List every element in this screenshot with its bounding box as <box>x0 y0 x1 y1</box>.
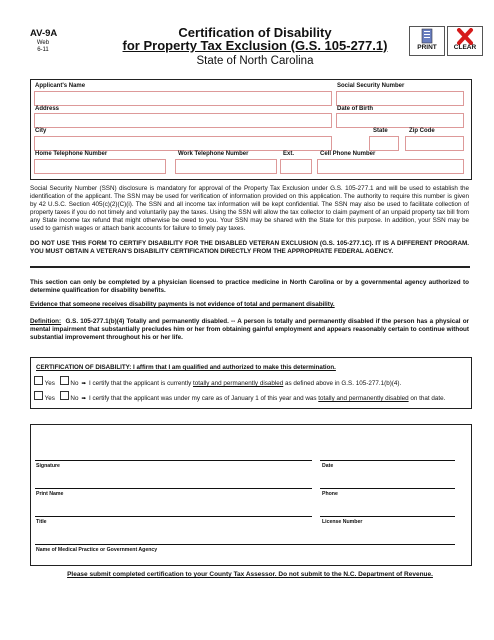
ext-field[interactable] <box>280 159 312 174</box>
form-state: State of North Carolina <box>196 55 314 67</box>
definition-paragraph <box>30 318 469 342</box>
phone-label: Phone <box>322 491 338 497</box>
no-label-1: No <box>70 380 79 387</box>
yes-label-1: Yes <box>44 380 55 387</box>
title-label: Title <box>36 519 47 525</box>
yes-checkbox-2[interactable] <box>34 391 43 400</box>
no-checkbox-1[interactable] <box>60 376 69 385</box>
ssn-label: Social Security Number <box>337 83 405 89</box>
arrow-right-icon: ➠ <box>81 381 87 387</box>
certification-heading: CERTIFICATION OF DISABILITY: I affirm that I am qualified and authorized to make this determination. <box>36 364 336 371</box>
date-label: Date <box>322 463 334 469</box>
title-line[interactable] <box>35 516 312 517</box>
dob-field[interactable] <box>336 113 464 128</box>
definition-text: G.S. 105-277.1(b)(4) Totally and permanently disabled. -- A person is totally and permanently disabled if the person has a physical or mental impairment that substantially precludes him or her from obtaining gainful employment and appears reasonably certain to continue without substantial improvement throughout his or her life. <box>30 318 469 341</box>
physician-note: This section can only be completed by a physician licensed to practice medicine in North Carolina or by a governmental agency authorized to determine qualification for disability benefits. <box>30 279 469 294</box>
applicant-name-field[interactable] <box>34 91 332 106</box>
form-title-statute: for Property Tax Exclusion (G.S. 105-277.1) <box>122 38 388 53</box>
print-name-line[interactable] <box>35 488 312 489</box>
signature-line[interactable] <box>35 460 312 461</box>
cell-phone-label: Cell Phone Number <box>320 151 376 157</box>
form-title: Certification of Disability <box>178 25 332 40</box>
print-name-label: Print Name <box>36 491 64 497</box>
signature-label: Signature <box>36 463 60 469</box>
clear-button[interactable] <box>447 26 483 56</box>
practice-line[interactable] <box>35 544 455 545</box>
yes-label-2: Yes <box>44 395 55 402</box>
certification-row-2 <box>34 391 445 402</box>
evidence-note: Evidence that someone receives disability payments is not evidence of total and permanent disability. <box>30 301 335 308</box>
home-phone-label: Home Telephone Number <box>35 151 108 157</box>
city-label: City <box>35 128 47 134</box>
submission-note: Please submit completed certification to your County Tax Assessor. Do not submit to the N.C. Department of Revenue. <box>67 571 433 578</box>
zip-label: Zip Code <box>409 128 435 134</box>
work-phone-field[interactable] <box>175 159 277 174</box>
definition-label: Definition: <box>30 318 62 325</box>
clear-label: CLEAR <box>453 44 477 51</box>
cell-phone-field[interactable] <box>317 159 464 174</box>
veteran-warning: DO NOT USE THIS FORM TO CERTIFY DISABILITY FOR THE DISABLED VETERAN EXCLUSION (G.S. 105-277.1C). IT IS A DIFFERENT PROGRAM. YOU MUST OBTAIN A VETERAN'S DISABILITY CERTIFICATION DIRECTLY FROM THE APPROPRIATE FEDERAL AGENCY. <box>30 240 469 255</box>
zip-field[interactable] <box>405 136 464 151</box>
yes-checkbox-1[interactable] <box>34 376 43 385</box>
dob-label: Date of Birth <box>337 106 373 112</box>
practice-label: Name of Medical Practice or Government Agency <box>36 547 158 553</box>
state-field[interactable] <box>369 136 399 151</box>
work-phone-label: Work Telephone Number <box>178 151 249 157</box>
date-line[interactable] <box>320 460 455 461</box>
state-label: State <box>373 128 388 134</box>
city-field[interactable] <box>34 136 332 151</box>
license-line[interactable] <box>320 516 455 517</box>
cert-statement-2: I certify that the applicant was under my care as of January 1 of this year and was totally and permanently disabled on that date. <box>89 395 446 402</box>
address-field[interactable] <box>34 113 332 128</box>
applicant-name-label: Applicant's Name <box>35 83 86 89</box>
form-date: 6-11 <box>37 47 49 53</box>
divider <box>30 266 470 268</box>
phone-line[interactable] <box>320 488 455 489</box>
form-web: Web <box>36 40 50 46</box>
address-label: Address <box>35 106 60 112</box>
print-label: PRINT <box>417 44 437 51</box>
home-phone-field[interactable] <box>34 159 166 174</box>
no-label-2: No <box>70 395 79 402</box>
cert-statement-1: I certify that the applicant is currently totally and permanently disabled as defined above in G.S. 105-277.1(b)(4). <box>89 380 402 387</box>
form-code: AV-9A <box>30 28 58 39</box>
ssn-disclosure-text: Social Security Number (SSN) disclosure is mandatory for approval of the Property Tax Exclusion under G.S. 105-277.1 and will be used to establish the identification of the applicant. The SSN may be used for verification of information provided on this application. The authority to require this number is given by 42 U.S.C. Section 405(c)(2)(C)(i). The SSN and all income tax information will be kept confidential. The SSN may also be used to facilitate collection of property taxes if you do not timely and voluntarily pay the taxes. Using the SSN will allow the tax collector to claim payment of an unpaid property tax bill from any State income tax refund that might otherwise be owed to you. Your SSN may be shared with the State for this purpose. In addition, your SSN may be used to garnish wages or attach bank accounts for failure to timely pay taxes. <box>30 185 469 232</box>
arrow-right-icon: ➠ <box>81 396 87 402</box>
no-checkbox-2[interactable] <box>60 391 69 400</box>
print-button[interactable] <box>409 26 445 56</box>
ssn-field[interactable] <box>336 91 464 106</box>
certification-row-1 <box>34 376 401 387</box>
license-label: License Number <box>322 519 363 525</box>
ext-label: Ext. <box>283 151 295 157</box>
